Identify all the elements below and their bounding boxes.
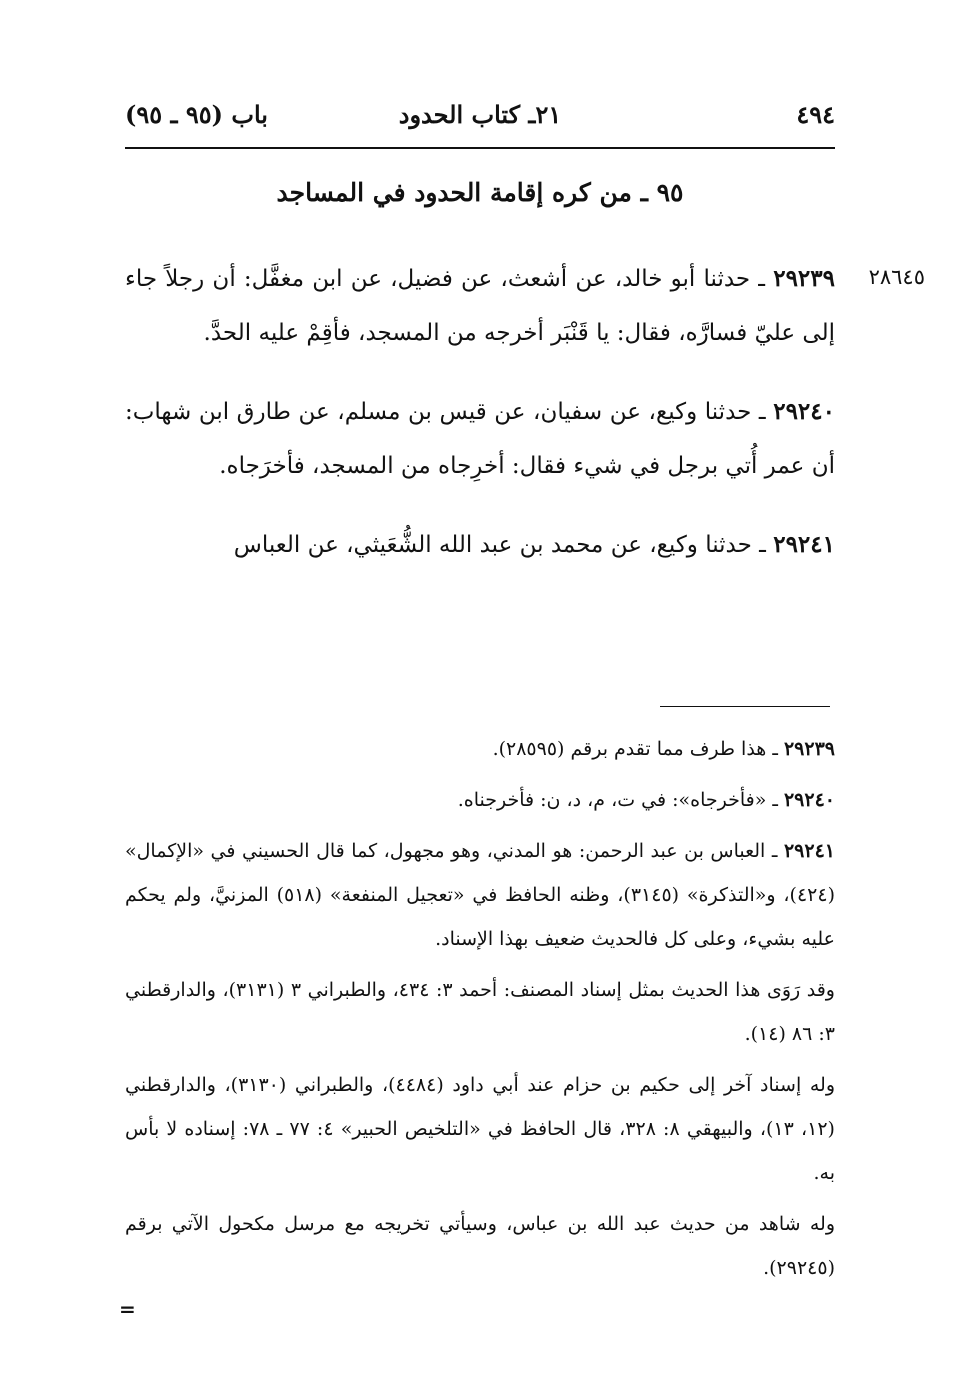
hadith-text: ـ حدثنا وكيع، عن سفيان، عن قيس بن مسلم، عن طارق ابن شهاب: أن عمر أُتي برجل في شيء فقال: أخرِجاه من المسجد، فأخرَجاه. (125, 399, 835, 479)
section-title: ٩٥ ـ من كره إقامة الحدود في المساجد (276, 178, 684, 207)
footnote-text: وله إسناد آخر إلى حكيم بن حزام عند أبي داود (٤٤٨٤)، والطبراني (٣١٣٠)، والدارقطني (١٢، ١٣)، والبيهقي ٨: ٣٢٨، قال الحافظ في «التلخيص الحبير» ٤: ٧٧ ـ ٧٨: إسناده لا بأس به. (125, 1074, 835, 1184)
footnote-text: ـ هذا طرف مما تقدم برقم (٢٨٥٩٥). (492, 738, 784, 760)
running-header (125, 96, 835, 136)
hadith-paragraph (125, 518, 835, 572)
footnote-text: وله شاهد من حديث عبد الله بن عباس، وسيأتي تخريجه مع مرسل مكحول الآتي برقم (٢٩٢٤٥). (125, 1213, 835, 1279)
main-text (125, 252, 835, 597)
footnote-text: وقد رَوَى هذا الحديث بمثل إسناد المصنف: أحمد ٣: ٤٣٤، والطبراني ٣ (٣١٣١)، والدارقطني ٣: ٨٦ (١٤). (125, 979, 835, 1045)
hadith-number: ٢٩٢٤١ (773, 531, 835, 558)
footnote-separator (660, 706, 830, 707)
book-title: ٢١ـ كتاب الحدود (398, 100, 562, 129)
header-rule (125, 147, 835, 149)
footnote-continuation (125, 968, 835, 1056)
footnote-continuation (125, 1063, 835, 1195)
hadith-paragraph (125, 385, 835, 493)
footnote-continuation (125, 1202, 835, 1290)
page-number: ٤٩٤ (796, 100, 835, 129)
hadith-number: ٢٩٢٤٠ (773, 398, 835, 425)
hadith-text: ـ حدثنا أبو خالد، عن أشعث، عن فضيل، عن ابن مغفَّل: أن رجلاً جاء إلى عليّ فسارَّه، فقال: يا قَنْبَر أخرجه من المسجد، فأقِمْ عليه الحدَّ. (125, 266, 835, 346)
footnote (125, 727, 835, 771)
footnotes (125, 727, 835, 1297)
footnote-number: ٢٩٢٣٩ (783, 738, 835, 760)
footnote (125, 829, 835, 961)
chapter-range: باب (٩٥ ـ ٩٥) (125, 100, 268, 129)
footnote-number: ٢٩٢٤١ (783, 840, 835, 862)
hadith-number: ٢٩٢٣٩ (773, 265, 835, 292)
footnote (125, 778, 835, 822)
hadith-text: ـ حدثنا وكيع، عن محمد بن عبد الله الشُّعَيثي، عن العباس (233, 532, 774, 558)
footnote-text: ـ العباس بن عبد الرحمن: هو المدني، وهو مجهول، كما قال الحسيني في «الإكمال» (٤٢٤)، و«التذكرة» (٣١٤٥)، وظنه الحافظ في «تعجيل المنفعة» (٥١٨) المزنيَّ، ولم يحكم عليه بشيء، وعلى كل فالحديث ضعيف بهذا الإسناد. (125, 840, 836, 950)
hadith-paragraph (125, 252, 835, 360)
margin-reference: ٢٨٦٤٥ (868, 265, 925, 289)
footnote-number: ٢٩٢٤٠ (783, 789, 835, 811)
continuation-mark: = (119, 1297, 136, 1321)
footnote-text: ـ «فأخرجاه»: في ت، م، د، ن: فأخرجناه. (457, 789, 784, 811)
